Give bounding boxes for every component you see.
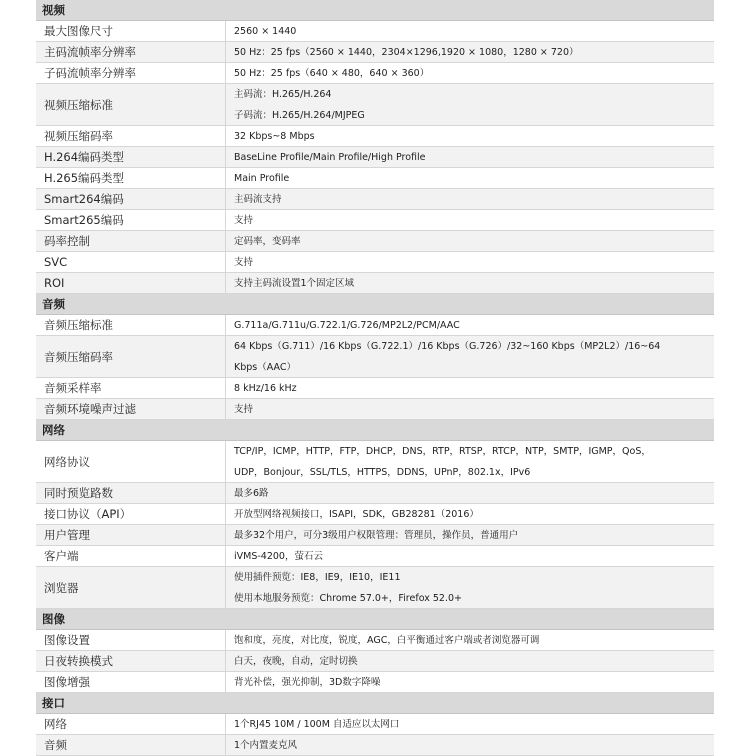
- spec-value: [226, 273, 714, 293]
- spec-label: 音频环境噪声过滤: [36, 399, 226, 419]
- spec-value-line: 32 Kbps~8 Mbps: [234, 130, 315, 142]
- spec-value-line: G.711a/G.711u/G.722.1/G.726/MP2L2/PCM/AAC: [234, 319, 460, 331]
- spec-value-line: 1个RJ45 10M / 100M 自适应以太网口: [234, 718, 400, 730]
- spec-row: [36, 378, 714, 399]
- spec-value-line: 定码率，变码率: [234, 235, 301, 247]
- spec-label: Smart265编码: [36, 210, 226, 230]
- spec-label: 最大图像尺寸: [36, 21, 226, 41]
- spec-value: [226, 126, 714, 146]
- spec-label: 客户端: [36, 546, 226, 566]
- spec-value-line: 支持主码流设置1个固定区域: [234, 277, 355, 289]
- spec-value: [226, 168, 714, 188]
- spec-label: 子码流帧率分辨率: [36, 63, 226, 83]
- spec-value: [226, 147, 714, 167]
- spec-value: [226, 483, 714, 503]
- section-header: 图像: [36, 609, 714, 630]
- spec-value-line: 背光补偿，强光抑制，3D数字降噪: [234, 676, 381, 688]
- spec-label: 图像增强: [36, 672, 226, 692]
- spec-label: 浏览器: [36, 567, 226, 608]
- spec-value: [226, 210, 714, 230]
- spec-row: [36, 21, 714, 42]
- spec-value-line: 1个内置麦克风: [234, 739, 298, 751]
- spec-row: [36, 210, 714, 231]
- spec-row: [36, 63, 714, 84]
- spec-row: [36, 126, 714, 147]
- spec-row: [36, 546, 714, 567]
- spec-value-line: 主码流支持: [234, 193, 282, 205]
- spec-value: [226, 252, 714, 272]
- spec-label: 视频压缩标准: [36, 84, 226, 125]
- spec-value-line: 白天，夜晚，自动，定时切换: [234, 655, 358, 667]
- spec-value-line: Main Profile: [234, 172, 290, 184]
- spec-label: 音频采样率: [36, 378, 226, 398]
- spec-value-line: 支持: [234, 256, 254, 268]
- spec-label: 音频压缩码率: [36, 336, 226, 377]
- spec-value: [226, 336, 714, 377]
- spec-value-line: 主码流：H.265/H.264: [234, 88, 332, 100]
- spec-row: [36, 483, 714, 504]
- spec-label: ROI: [36, 273, 226, 293]
- section-header: 网络: [36, 420, 714, 441]
- spec-value-line: iVMS-4200，萤石云: [234, 550, 323, 562]
- spec-label: 音频压缩标准: [36, 315, 226, 335]
- spec-value-line: 饱和度，亮度，对比度，锐度，AGC，白平衡通过客户端或者浏览器可调: [234, 634, 540, 646]
- spec-value: [226, 735, 714, 755]
- section-header: 接口: [36, 693, 714, 714]
- spec-value: [226, 546, 714, 566]
- spec-value: [226, 84, 714, 125]
- spec-value: [226, 378, 714, 398]
- spec-value-line: 支持: [234, 214, 254, 226]
- spec-value-line: 使用本地服务预览：Chrome 57.0+，Firefox 52.0+: [234, 592, 462, 604]
- spec-value: [226, 525, 714, 545]
- spec-row: [36, 42, 714, 63]
- spec-row: [36, 231, 714, 252]
- spec-value: [226, 189, 714, 209]
- spec-row: [36, 273, 714, 294]
- spec-value: [226, 441, 714, 482]
- spec-value: [226, 63, 714, 83]
- spec-value-line: 50 Hz：25 fps（2560 × 1440，2304×1296,1920 × 1080，1280 × 720）: [234, 46, 579, 58]
- spec-row: [36, 525, 714, 546]
- spec-value: [226, 672, 714, 692]
- spec-row: [36, 567, 714, 609]
- spec-row: [36, 651, 714, 672]
- spec-value-line: UDP，Bonjour，SSL/TLS，HTTPS，DDNS，UPnP，802.1x，IPv6: [234, 466, 531, 478]
- spec-value: [226, 504, 714, 524]
- spec-row: [36, 315, 714, 336]
- spec-value-line: 64 Kbps（G.711）/16 Kbps（G.722.1）/16 Kbps（G.726）/32~160 Kbps（MP2L2）/16~64: [234, 340, 661, 352]
- spec-label: 视频压缩码率: [36, 126, 226, 146]
- spec-label: 网络: [36, 714, 226, 734]
- spec-label: 接口协议（API）: [36, 504, 226, 524]
- spec-value: [226, 315, 714, 335]
- spec-value-line: 开放型网络视频接口，ISAPI，SDK，GB28281（2016）: [234, 508, 479, 520]
- spec-value-line: 8 kHz/16 kHz: [234, 382, 297, 394]
- spec-value: [226, 21, 714, 41]
- spec-row: [36, 336, 714, 378]
- spec-label: Smart264编码: [36, 189, 226, 209]
- spec-value: [226, 630, 714, 650]
- spec-row: [36, 714, 714, 735]
- spec-value: [226, 651, 714, 671]
- section-header: 音频: [36, 294, 714, 315]
- spec-value-line: 2560 × 1440: [234, 25, 297, 37]
- spec-label: 网络协议: [36, 441, 226, 482]
- spec-value-line: Kbps（AAC）: [234, 361, 296, 373]
- spec-row: [36, 252, 714, 273]
- spec-label: H.264编码类型: [36, 147, 226, 167]
- spec-label: 用户管理: [36, 525, 226, 545]
- spec-label: 码率控制: [36, 231, 226, 251]
- spec-label: H.265编码类型: [36, 168, 226, 188]
- spec-value-line: 子码流：H.265/H.264/MJPEG: [234, 109, 365, 121]
- spec-label: 同时预览路数: [36, 483, 226, 503]
- spec-value: [226, 42, 714, 62]
- spec-row: [36, 168, 714, 189]
- spec-row: [36, 84, 714, 126]
- spec-value-line: TCP/IP，ICMP，HTTP，FTP，DHCP，DNS，RTP，RTSP，RTCP，NTP，SMTP，IGMP，QoS，: [234, 445, 651, 457]
- spec-value: [226, 231, 714, 251]
- spec-row: [36, 504, 714, 525]
- spec-label: 日夜转换模式: [36, 651, 226, 671]
- spec-label: 音频: [36, 735, 226, 755]
- spec-value-line: 使用插件预览：IE8，IE9，IE10，IE11: [234, 571, 401, 583]
- spec-value: [226, 399, 714, 419]
- section-header: 视频: [36, 0, 714, 21]
- spec-row: [36, 672, 714, 693]
- spec-row: [36, 399, 714, 420]
- spec-label: 图像设置: [36, 630, 226, 650]
- spec-value-line: 支持: [234, 403, 254, 415]
- spec-label: 主码流帧率分辨率: [36, 42, 226, 62]
- spec-row: [36, 189, 714, 210]
- spec-value-line: BaseLine Profile/Main Profile/High Profile: [234, 151, 426, 163]
- spec-row: [36, 147, 714, 168]
- spec-value: [226, 567, 714, 608]
- spec-value-line: 最多6路: [234, 487, 269, 499]
- spec-row: [36, 441, 714, 483]
- spec-table: [36, 0, 714, 756]
- spec-value-line: 最多32个用户，可分3级用户权限管理：管理员，操作员，普通用户: [234, 529, 519, 541]
- spec-value: [226, 714, 714, 734]
- spec-row: [36, 630, 714, 651]
- spec-label: SVC: [36, 252, 226, 272]
- spec-value-line: 50 Hz：25 fps（640 × 480，640 × 360）: [234, 67, 430, 79]
